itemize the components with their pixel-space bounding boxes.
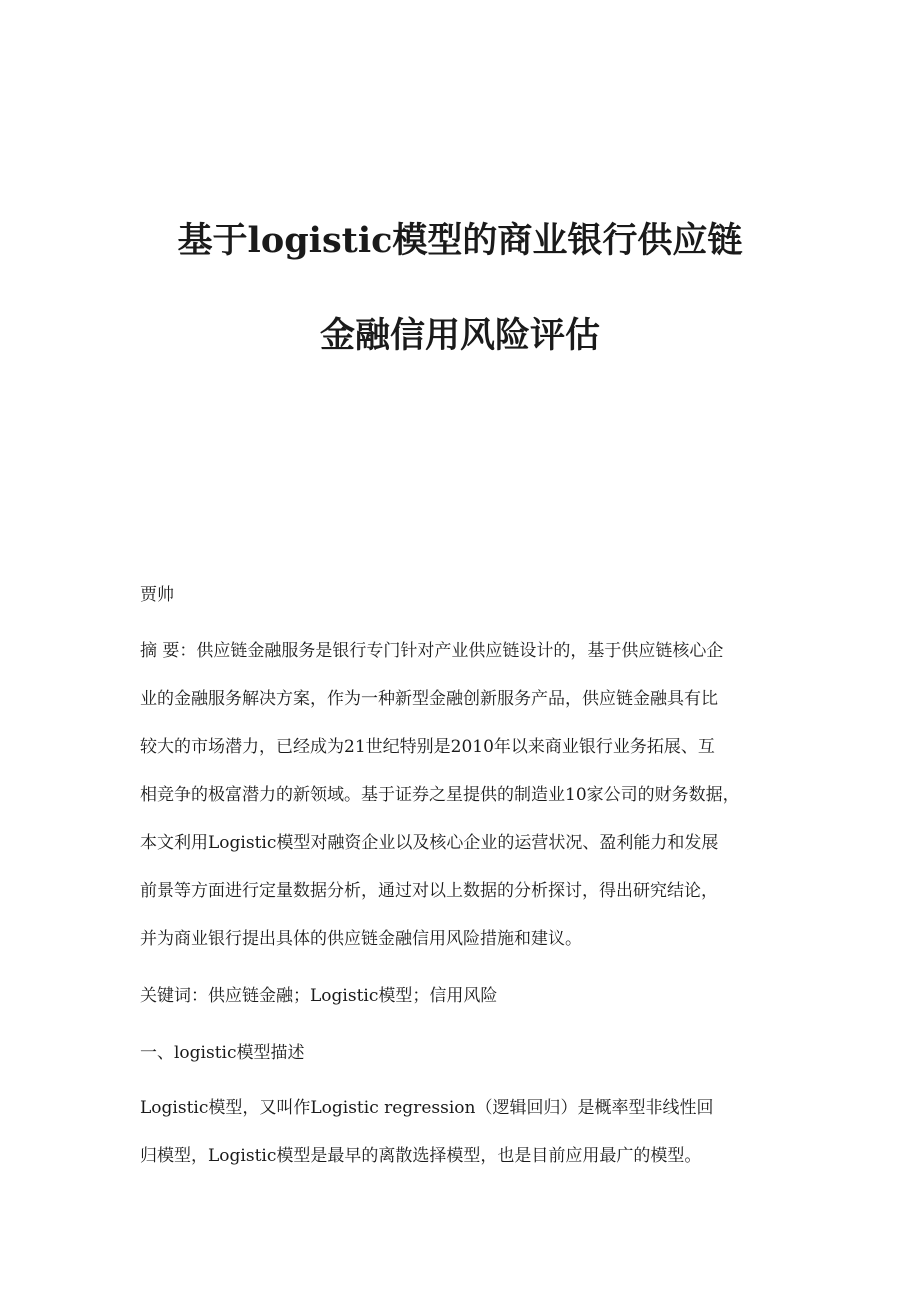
abstract-line-4: 相竞争的极富潜力的新领域。基于证券之星提供的制造业10家公司的财务数据，	[140, 785, 740, 805]
keywords: 关键词：供应链金融；Logistic模型；信用风险	[140, 986, 498, 1006]
section-heading: 一、logistic模型描述	[140, 1043, 305, 1063]
abstract-text: 供应链金融服务是银行专门针对产业供应链设计的，基于供应链核心企	[196, 641, 724, 661]
abstract-line-6: 前景等方面进行定量数据分析，通过对以上数据的分析探讨，得出研究结论，	[140, 881, 718, 901]
title-line-2: 金融信用风险评估	[319, 315, 600, 356]
title-line-1: 基于logistic模型的商业银行供应链	[177, 220, 743, 261]
section-line-2: 归模型，Logistic模型是最早的离散选择模型，也是目前应用最广的模型。	[140, 1146, 702, 1166]
abstract-line-5: 本文利用Logistic模型对融资企业以及核心企业的运营状况、盈利能力和发展	[140, 833, 719, 853]
abstract-line-7: 并为商业银行提出具体的供应链金融信用风险措施和建议。	[140, 929, 582, 949]
abstract-label: 摘 要：	[140, 641, 197, 661]
author: 贾帅	[140, 585, 174, 605]
abstract-line-2: 业的金融服务解决方案，作为一种新型金融创新服务产品，供应链金融具有比	[140, 689, 718, 709]
abstract-line-3: 较大的市场潜力，已经成为21世纪特别是2010年以来商业银行业务拓展、互	[140, 737, 715, 757]
abstract-line-1	[140, 639, 723, 663]
section-line-1: Logistic模型，又叫作Logistic regression（逻辑回归）是概率型非线性回	[140, 1098, 714, 1118]
